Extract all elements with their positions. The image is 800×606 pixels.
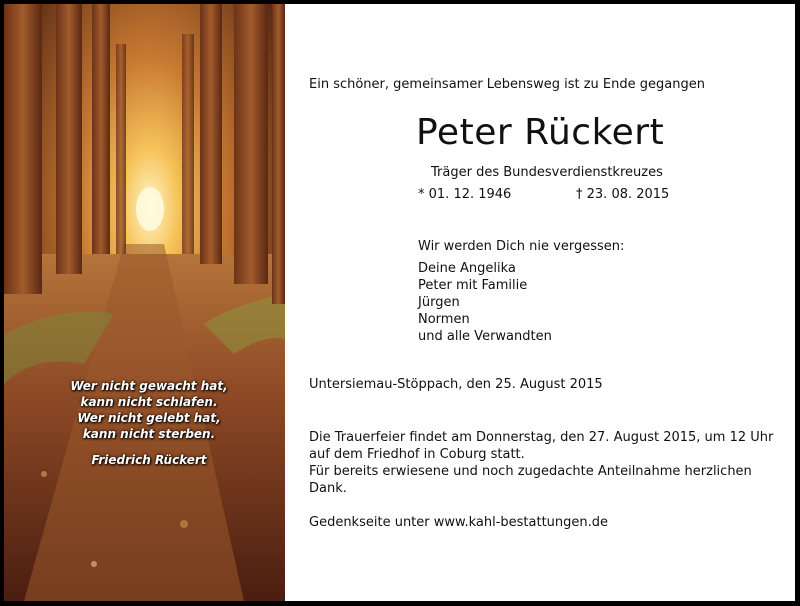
obituary-notice	[4, 4, 795, 601]
mourner-item: Peter mit Familie	[418, 278, 528, 293]
mourner-item: Normen	[418, 312, 470, 327]
place-date: Untersiemau-Stöppach, den 25. August 2015	[309, 377, 603, 392]
deceased-name: Peter Rückert	[416, 112, 665, 153]
mourner-item: und alle Verwandten	[418, 329, 552, 344]
quote-line: Wer nicht gewacht hat,	[70, 379, 228, 393]
poem-quote	[44, 378, 254, 468]
mourners-heading: Wir werden Dich nie vergessen:	[418, 239, 625, 254]
quote-line: kann nicht sterben.	[82, 427, 216, 441]
funeral-line: Die Trauerfeier findet am Donnerstag, den 27. August 2015, um 12 Uhr	[309, 430, 774, 445]
award-text: Träger des Bundesverdienstkreuzes	[431, 165, 663, 180]
quote-author: Friedrich Rückert	[91, 453, 207, 467]
mourner-item: Jürgen	[418, 295, 460, 310]
mourners-list	[418, 238, 624, 345]
thanks-line: Für bereits erwiesene und noch zugedachte Anteilnahme herzlichen Dank.	[309, 464, 752, 496]
quote-line: Wer nicht gelebt hat,	[77, 411, 221, 425]
intro-text: Ein schöner, gemeinsamer Lebensweg ist zu Ende gegangen	[309, 77, 705, 92]
quote-line: kann nicht schlafen.	[80, 395, 218, 409]
memorial-page-link: Gedenkseite unter www.kahl-bestattungen.de	[309, 515, 609, 530]
death-date: † 23. 08. 2015	[576, 187, 670, 202]
birth-date: * 01. 12. 1946	[418, 187, 512, 202]
funeral-info	[309, 429, 789, 497]
mourner-item: Deine Angelika	[418, 261, 516, 276]
forest-path-image	[4, 4, 285, 601]
funeral-line: auf dem Friedhof in Coburg statt.	[309, 447, 525, 462]
